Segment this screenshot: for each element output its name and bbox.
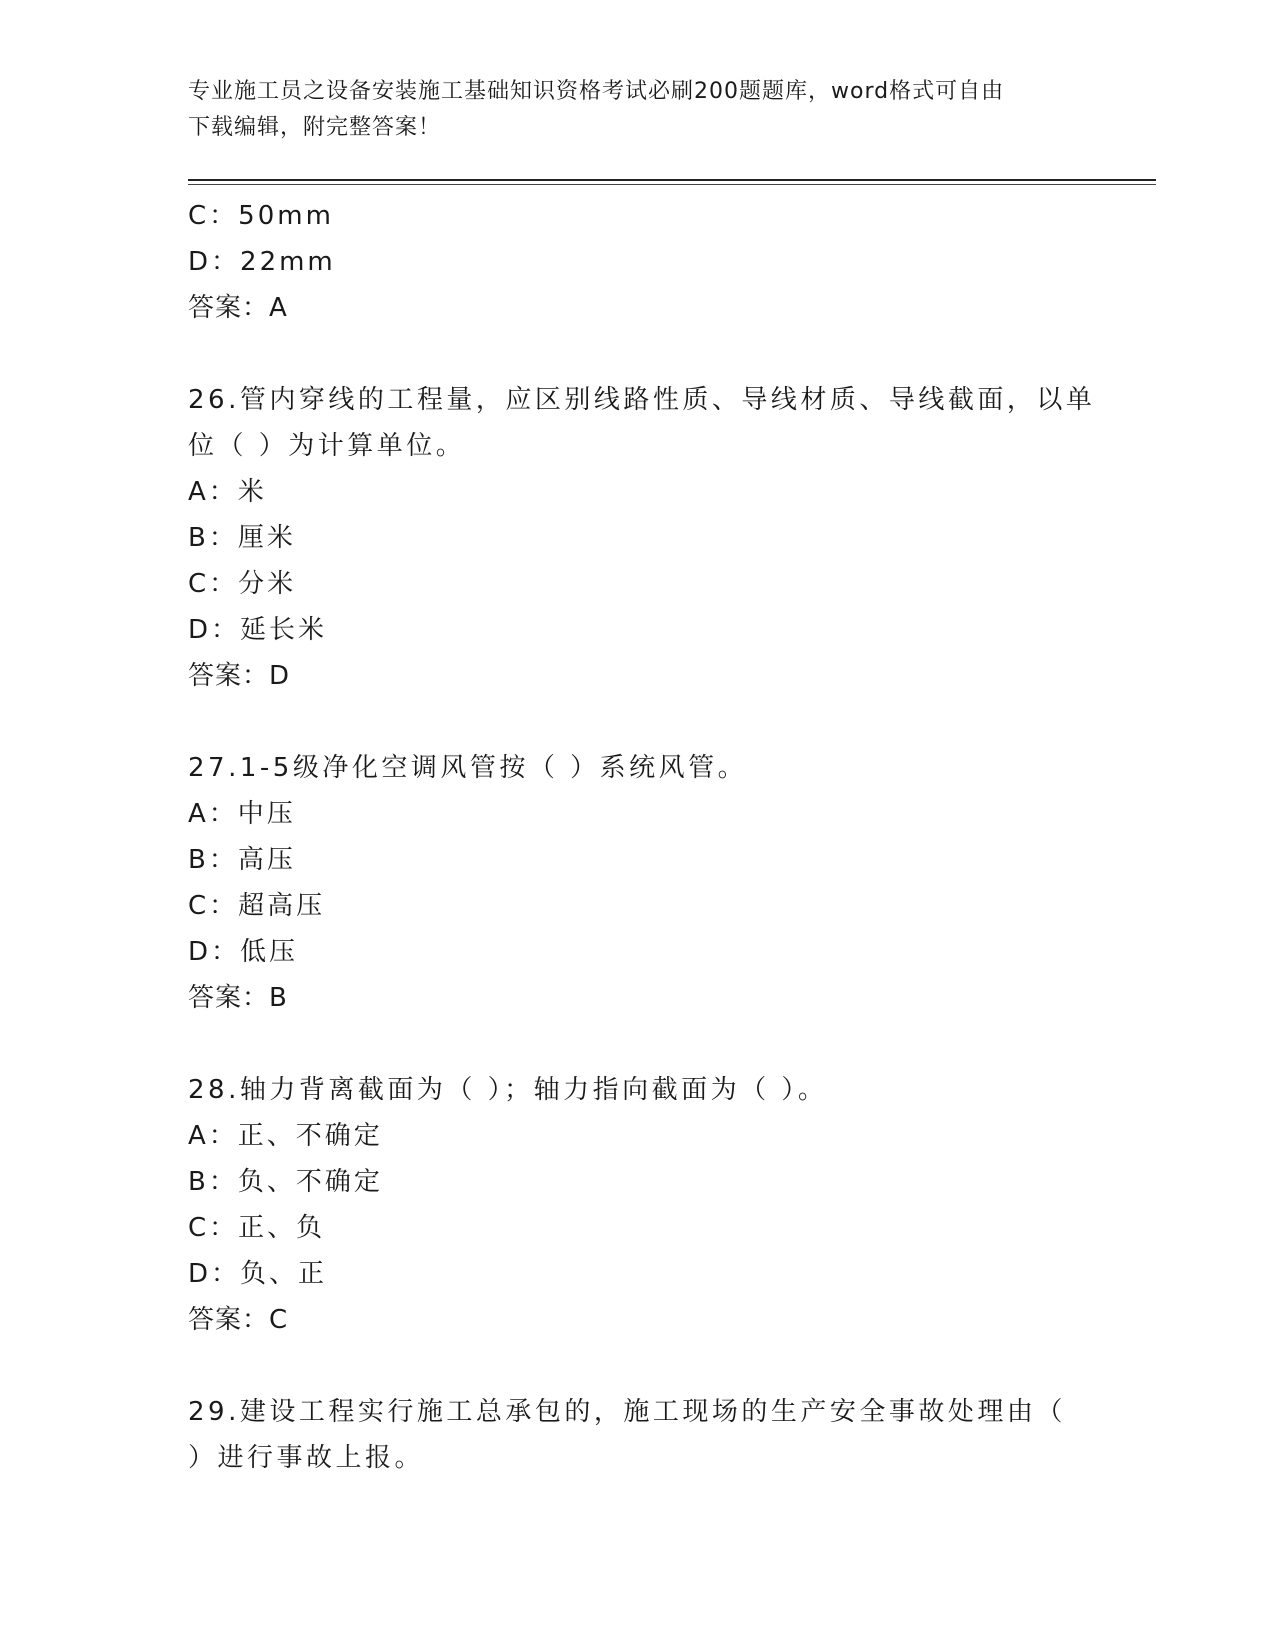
header-divider-thick (188, 179, 1156, 181)
option-a: A：正、不确定 (188, 1121, 383, 1151)
question-stem-line-1: 26.管内穿线的工程量，应区别线路性质、导线材质、导线截面，以单 (188, 385, 1096, 415)
question-stem-line-2: ）进行事故上报。 (188, 1443, 425, 1473)
question-spacer (188, 699, 1088, 745)
answer-line: 答案：B (188, 983, 288, 1013)
answer-line: 答案：C (188, 1305, 289, 1335)
header-divider-thin (188, 184, 1156, 185)
option-d: D：延长米 (188, 615, 328, 645)
option-b: B：负、不确定 (188, 1167, 383, 1197)
option-c: C：超高压 (188, 891, 326, 921)
option-d: D：低压 (188, 937, 299, 967)
option-c: C：正、负 (188, 1213, 326, 1243)
option-b: B：高压 (188, 845, 296, 875)
question-stem-line-1: 28.轴力背离截面为（ ）；轴力指向截面为（ ）。 (188, 1075, 828, 1105)
option-c: C：50mm (188, 201, 334, 231)
question-spacer (188, 331, 1088, 377)
option-a: A：米 (188, 477, 267, 507)
answer-line: 答案：D (188, 661, 291, 691)
question-29 (188, 1389, 1088, 1481)
question-28 (188, 1067, 1088, 1343)
question-list (188, 193, 1096, 1481)
question-26 (188, 377, 1096, 699)
answer-line: 答案：A (188, 293, 288, 323)
option-a: A：中压 (188, 799, 296, 829)
document-header (188, 74, 1088, 146)
question-stem-line-1: 27.1-5级净化空调风管按（ ）系统风管。 (188, 753, 748, 783)
question-25-tail (188, 193, 1088, 331)
option-b: B：厘米 (188, 523, 296, 553)
header-line-2: 下载编辑，附完整答案！ (188, 115, 442, 140)
option-d: D：负、正 (188, 1259, 328, 1289)
option-d: D：22mm (188, 247, 336, 277)
header-line-1: 专业施工员之设备安装施工基础知识资格考试必刷200题题库，word格式可自由 (188, 79, 1005, 104)
question-stem-line-2: 位（ ）为计算单位。 (188, 431, 466, 461)
question-27 (188, 745, 1088, 1021)
question-spacer (188, 1343, 1088, 1389)
question-spacer (188, 1021, 1088, 1067)
option-c: C：分米 (188, 569, 297, 599)
question-stem-line-1: 29.建设工程实行施工总承包的，施工现场的生产安全事故处理由（ (188, 1397, 1066, 1427)
